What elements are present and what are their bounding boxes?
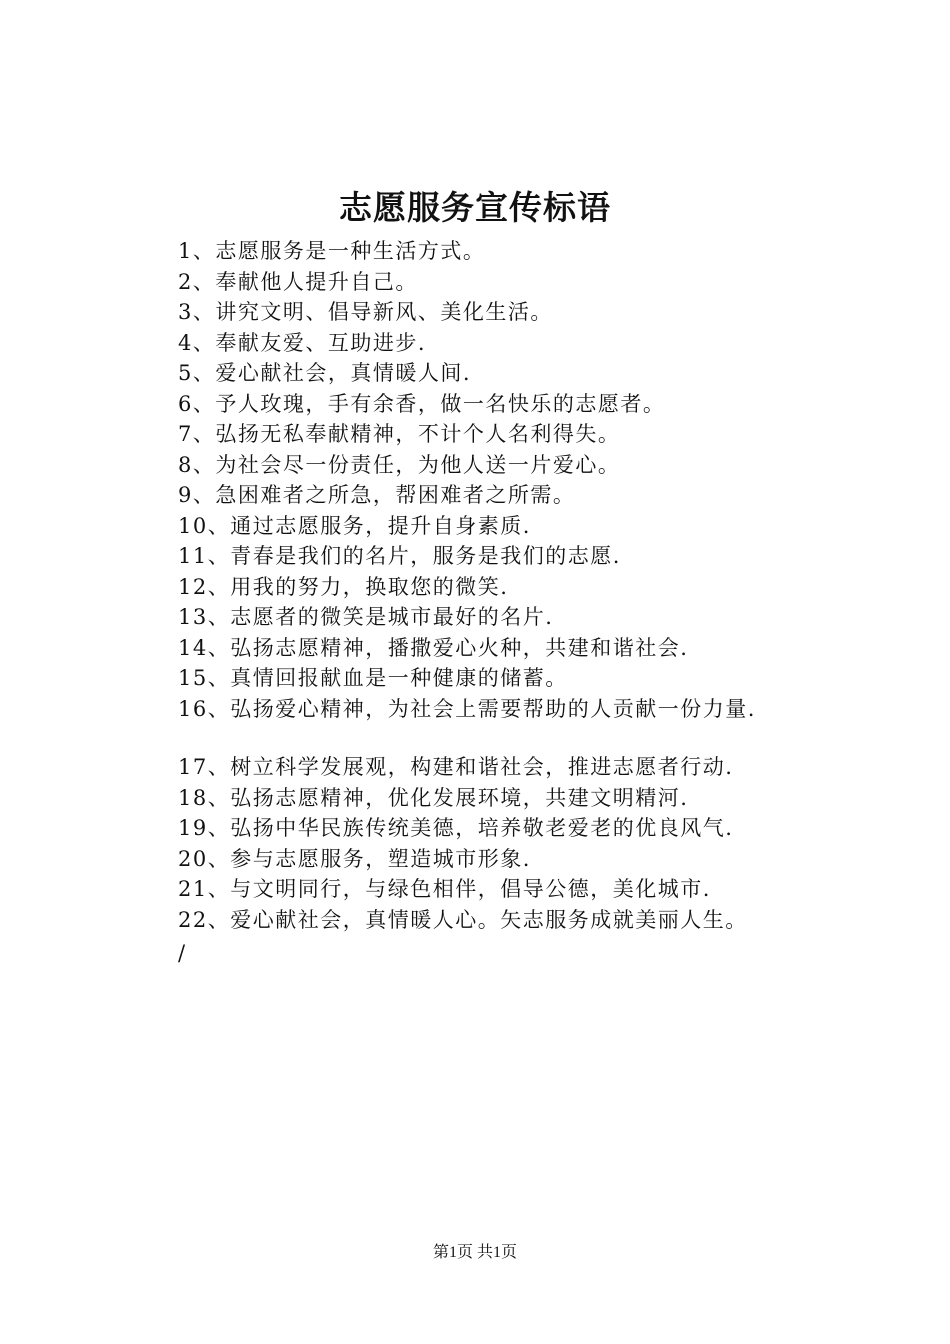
slogan-item: 11、青春是我们的名片，服务是我们的志愿. [178,544,621,568]
slogan-item: 9、急困难者之所急，帮困难者之所需。 [178,483,576,507]
document-title: 志愿服务宣传标语 [339,188,611,227]
slogan-item: 15、真情回报献血是一种健康的储蓄。 [178,666,568,690]
slogan-item: 14、弘扬志愿精神，播撒爱心火种，共建和谐社会. [178,635,689,660]
slogan-item: 12、用我的努力，换取您的微笑. [178,574,509,599]
slogan-item: 22、爱心献社会，真情暖人心。矢志服务成就美丽人生。 [178,907,748,932]
slogan-item: 13、志愿者的微笑是城市最好的名片. [178,605,554,629]
slogan-item: 3、讲究文明、倡导新风、美化生活。 [178,300,553,324]
trailing-slash-mark: / [178,941,186,965]
slogan-item: 16、弘扬爱心精神，为社会上需要帮助的人贡献一份力量. [178,696,756,721]
slogan-item: 18、弘扬志愿精神，优化发展环境，共建文明精河. [178,785,689,810]
slogan-item: 10、通过志愿服务，提升自身素质. [178,513,531,538]
slogan-item: 2、奉献他人提升自己。 [178,269,418,294]
slogan-item: 6、予人玫瑰，手有余香，做一名快乐的志愿者。 [178,391,666,416]
slogan-item: 7、弘扬无私奉献精神，不计个人名利得失。 [178,422,621,446]
slogan-item: 17、树立科学发展观，构建和谐社会，推进志愿者行动. [178,755,734,779]
slogan-list [178,236,878,935]
slogan-item: 1、志愿服务是一种生活方式。 [178,239,486,263]
slogan-item: 19、弘扬中华民族传统美德，培养敬老爱老的优良风气. [178,816,734,840]
slogan-item: 20、参与志愿服务，塑造城市形象. [178,846,531,871]
slogan-item: 4、奉献友爱、互助进步. [178,330,427,355]
slogan-item: 21、与文明同行，与绿色相伴，倡导公德，美化城市. [178,877,711,901]
page-number-footer: 第1页 共1页 [432,1244,517,1261]
slogan-item: 5、爱心献社会，真情暖人间. [178,361,472,385]
slogan-item: 8、为社会尽一份责任，为他人送一片爱心。 [178,452,621,477]
